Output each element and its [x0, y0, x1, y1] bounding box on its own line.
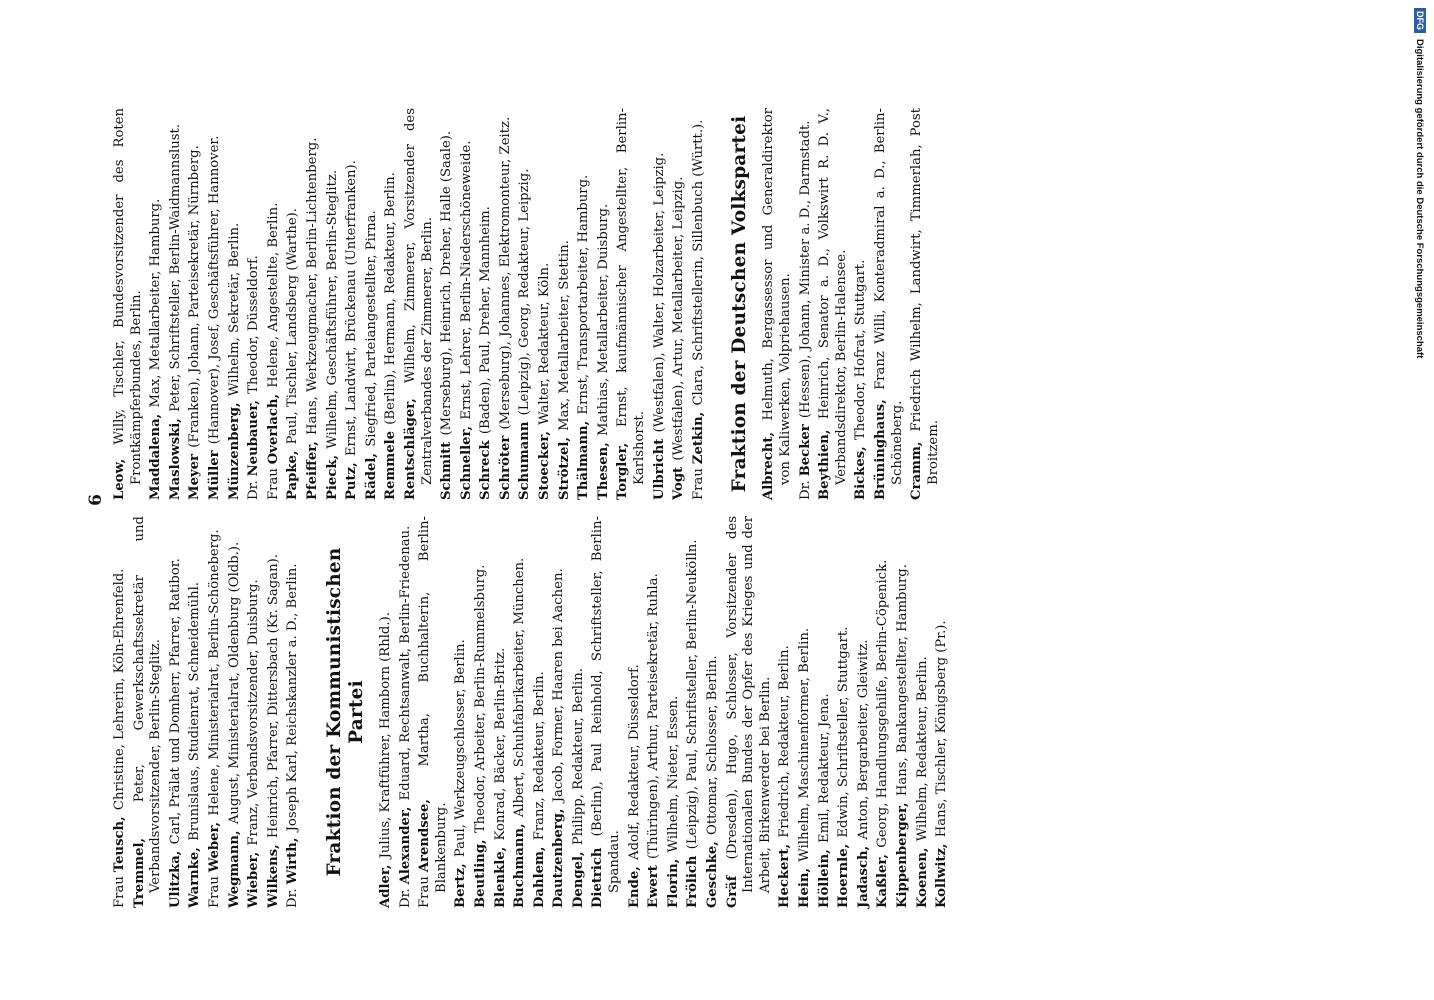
member-details: Siegfried, Parteiangestellter, Pirna. — [363, 210, 379, 447]
member-entry — [909, 108, 942, 500]
member-details: Peter, Gewerkschaftssekretär und Verbandsvorsitzender, Berlin-Steglitz. — [131, 516, 164, 893]
member-details: Ernst, kaufmännischer Angestellter, Berlin-Karlshorst. — [615, 108, 648, 485]
member-details: Friedrich, Redakteur, Berlin. — [777, 645, 793, 838]
member-name: Schmitt — [439, 441, 455, 500]
member-name: Hein, — [797, 867, 812, 908]
member-entry — [148, 108, 165, 500]
member-name: Teusch, — [112, 816, 127, 873]
member-name: Albrecht, — [761, 431, 777, 500]
member-entry — [364, 108, 381, 500]
page-number: 6 — [86, 494, 106, 506]
member-title: Frau — [112, 876, 127, 908]
member-details: (Berlin), Hermann, Redakteur, Berlin. — [383, 172, 399, 425]
left-entries-bottom — [378, 516, 951, 908]
member-name: Strötzel, — [556, 437, 572, 500]
member-name: Ewert — [646, 865, 662, 908]
member-details: Peter, Schriftsteller, Berlin-Waidmannslust. — [167, 124, 183, 412]
member-entry — [596, 108, 613, 500]
member-name: Bickes, — [853, 446, 869, 500]
member-details: (Franken), Johann, Parteisekretär, Nürnberg. — [187, 145, 203, 448]
member-name: Vogt — [671, 466, 687, 500]
member-name: Schumann — [517, 421, 533, 500]
member-details: Hans, Tischler, Königsberg (Pr.). — [934, 620, 950, 838]
member-name: Zetkin, — [690, 411, 706, 465]
member-details: Max, Metallarbeiter, Stettin. — [556, 240, 572, 431]
left-entries-top — [112, 516, 302, 908]
member-name: Meyer — [187, 454, 203, 500]
member-name: Wirth, — [285, 837, 301, 885]
member-details: Friedrich Wilhelm, Landwirt, Timmerlah, Post Broitzem. — [909, 108, 941, 485]
member-entry — [576, 108, 593, 500]
member-entry — [691, 108, 708, 500]
member-name: Kaßler, — [875, 853, 891, 908]
member-name: Overlach, — [265, 393, 281, 465]
member-name: Frölich — [685, 855, 701, 908]
member-entry — [378, 516, 395, 908]
member-name: Schröter — [497, 435, 513, 500]
member-details: Clara, Schriftstellerin, Sillenbuch (Württ.). — [690, 119, 706, 406]
member-details: Mathias, Metallarbeiter, Duisburg. — [595, 203, 611, 436]
member-entry — [207, 516, 224, 908]
member-entry — [207, 108, 224, 500]
member-entry — [187, 108, 204, 500]
member-entry — [652, 108, 669, 500]
member-details: Heinrich, Pfarrer, Dittersbach (Kr. Sagan). — [265, 554, 281, 839]
member-name: Schneller, — [458, 425, 474, 500]
member-name: Dautzenberg, — [551, 808, 567, 908]
member-entry — [685, 516, 702, 908]
member-details: (Westfalen), Artur, Metallarbeiter, Leipzig. — [671, 176, 687, 461]
member-details: Franz, Verbandsvorsitzender, Duisburg. — [246, 579, 262, 846]
member-details: Franz Willi, Konteradmiral a. D., Berlin-Schöneberg. — [872, 108, 905, 485]
member-name: Pieck, — [324, 454, 340, 500]
member-name: Florin, — [665, 858, 681, 908]
member-entry — [227, 108, 244, 500]
member-entry — [875, 516, 892, 908]
member-details: Helmuth, Bergassessor und Generaldirektor von Kaliwerken, Volpriehausen. — [761, 108, 793, 485]
member-title: Dr. — [285, 888, 301, 908]
member-name: Wilkens, — [265, 844, 281, 908]
member-name: Beutling, — [472, 839, 488, 908]
member-details: Wilhelm, Sekretär, Berlin. — [226, 222, 242, 397]
member-entry — [517, 108, 534, 500]
member-entry — [934, 516, 951, 908]
member-entry — [285, 108, 302, 500]
member-entry — [383, 108, 400, 500]
member-entry — [168, 516, 185, 908]
member-details: Philipp, Redakteur, Berlin. — [570, 668, 586, 846]
member-name: Torgler, — [615, 442, 631, 500]
member-entry — [168, 108, 185, 500]
member-entry — [836, 516, 853, 908]
member-name: Brüninghaus, — [872, 399, 888, 500]
member-name: Koenen, — [914, 847, 930, 908]
member-name: Becker — [797, 424, 813, 477]
member-name: Wieber, — [246, 851, 262, 908]
member-entry — [246, 108, 263, 500]
member-name: Kollwitz, — [934, 843, 950, 908]
member-name: Tremmel, — [131, 837, 147, 908]
member-name: Thesen, — [595, 442, 611, 500]
member-details: Wilhelm, Maschinenformer, Berlin. — [797, 627, 812, 862]
member-details: Theodor, Arbeiter, Berlin-Rummelsburg. — [472, 564, 488, 834]
member-details: Adolf, Redakteur, Düsseldorf. — [626, 664, 642, 860]
member-title: Frau — [265, 468, 281, 500]
member-details: Ernst, Transportarbeiter, Hamburg. — [576, 174, 592, 415]
member-entry — [439, 108, 456, 500]
member-details: Theodor, Düsseldorf. — [246, 255, 262, 394]
member-entry — [453, 516, 470, 908]
member-name: Gräf — [724, 875, 740, 908]
member-name: Cramm, — [909, 441, 925, 500]
heading-deutsche-volkspartei: Fraktion der Deutschen Volkspartei — [729, 115, 751, 493]
member-entry — [646, 516, 663, 908]
member-entry — [285, 516, 302, 908]
member-details: Christine, Lehrerin, Köln-Ehrenfeld. — [112, 568, 127, 811]
heading-kommunistische-partei: Fraktion der Kommunistischen Partei — [323, 547, 367, 877]
member-name: Kippenberger, — [894, 802, 910, 908]
member-entry — [798, 108, 815, 500]
member-title: Dr. — [397, 888, 413, 908]
member-entry — [725, 516, 775, 908]
member-entry — [266, 516, 283, 908]
member-entry — [895, 516, 912, 908]
member-details: Wilhelm, Geschäftsführer, Berlin-Steglitz. — [324, 169, 340, 449]
right-entries-bottom — [761, 108, 942, 500]
member-entry — [856, 516, 873, 908]
right-entries-top — [112, 108, 707, 500]
member-name: Müller — [206, 450, 222, 500]
member-details: (Dresden), Hugo, Schlosser, Vorsitzender des Internationalen Bundes der Opfer des Krieges und der Arbeit, Birkenwerder bei Berlin. — [724, 516, 773, 893]
member-name: Dengel, — [570, 851, 586, 908]
member-name: Papke, — [285, 450, 301, 500]
member-name: Warnke, — [187, 847, 203, 908]
member-details: Joseph Karl, Reichskanzler a. D., Berlin. — [285, 563, 301, 832]
member-details: (Leipzig), Paul, Schriftsteller, Berlin-Neukölln. — [685, 539, 701, 850]
member-name: Schreck — [478, 440, 494, 500]
member-entry — [627, 516, 644, 908]
member-details: Eduard, Rechtsanwalt, Berlin-Friedenau. — [397, 525, 413, 801]
member-name: Maslowski, — [167, 418, 183, 500]
member-entry — [915, 516, 932, 908]
member-name: Remmele — [383, 430, 399, 500]
member-name: Rädel, — [363, 452, 379, 500]
member-entry — [705, 516, 722, 908]
member-details: Franz, Redakteur, Berlin. — [531, 671, 547, 841]
member-entry — [473, 516, 490, 908]
member-details: Carl, Prälat und Domherr, Pfarrer, Ratibor. — [167, 558, 183, 845]
member-name: Weber, — [206, 821, 222, 873]
member-name: Beythien, — [817, 429, 833, 500]
member-name: Pfeiffer, — [304, 441, 320, 500]
member-name: Putz, — [344, 462, 360, 500]
member-details: Paul, Tischler, Landsberg (Warthe). — [285, 208, 301, 445]
member-details: (Merseburg), Johannes, Elektromonteur, Zeitz. — [497, 116, 513, 430]
member-details: Ernst, Lehrer, Berlin-Niederschöneweide. — [458, 140, 474, 420]
member-name: Thälmann, — [576, 420, 592, 500]
member-entry — [305, 108, 322, 500]
member-entry — [498, 108, 515, 500]
member-details: (Berlin), Paul Reinhold, Schriftsteller, Berlin-Spandau. — [590, 516, 623, 893]
member-details: Konrad, Bäcker, Berlin-Britz. — [492, 647, 508, 841]
member-title: Dr. — [246, 480, 262, 500]
member-details: Willy, Tischler, Bundesvorsitzender des Roten Frontkämpferbundes, Berlin. — [112, 108, 144, 485]
member-entry — [112, 516, 129, 908]
member-name: Adler, — [377, 864, 393, 908]
member-name: Hoernle, — [836, 843, 852, 908]
member-entry — [403, 108, 436, 500]
member-entry — [246, 516, 263, 908]
member-entry — [459, 108, 476, 500]
member-details: Wilhelm, Zimmerer, Vorsitzender des Zentralverbandes der Zimmerer, Berlin. — [402, 107, 435, 485]
member-entry — [132, 516, 165, 908]
member-title: Frau — [206, 876, 222, 908]
member-name: Ende, — [626, 866, 642, 908]
member-title: Frau — [690, 468, 706, 500]
member-details: Hans, Bankangestellter, Hamburg. — [894, 564, 910, 797]
member-entry — [227, 516, 244, 908]
member-details: (Baden), Paul, Dreher, Mannheim. — [478, 206, 494, 435]
member-details: Helene, Angestellte, Berlin. — [265, 202, 281, 388]
member-entry — [512, 516, 529, 908]
member-entry — [266, 108, 283, 500]
member-name: Wegmann, — [226, 830, 242, 908]
member-entry — [853, 108, 870, 500]
member-entry — [671, 108, 688, 500]
member-entry — [873, 108, 906, 500]
member-entry — [398, 516, 415, 908]
member-details: (Merseburg), Heinrich, Dreher, Halle (Saale). — [439, 130, 455, 436]
right-column — [112, 108, 1312, 500]
member-details: Paul, Werkzeugschlosser, Berlin. — [453, 639, 469, 858]
member-name: Ulbricht — [651, 438, 667, 500]
member-entry — [777, 516, 794, 908]
member-entry — [797, 516, 814, 908]
member-entry — [615, 108, 648, 500]
member-title: Frau — [417, 876, 433, 908]
member-name: Rentschläger, — [402, 398, 418, 500]
member-details: Ottomar, Schlosser, Berlin. — [705, 655, 721, 835]
member-name: Dietrich — [590, 847, 606, 908]
member-name: Dahlem, — [531, 846, 547, 908]
member-name: Arendsee, — [417, 799, 433, 873]
funding-note: Digitalisierung gefördert durch die Deutsche Forschungsgemeinschaft — [1414, 39, 1425, 359]
member-details: Max, Metallarbeiter, Hamburg. — [148, 198, 164, 408]
member-name: Buchmann, — [512, 823, 528, 908]
member-name: Jadasch, — [855, 845, 871, 908]
member-entry — [344, 108, 361, 500]
member-entry — [187, 516, 204, 908]
member-name: Maddalena, — [148, 413, 164, 500]
member-entry — [478, 108, 495, 500]
member-entry — [666, 516, 683, 908]
member-details: (Hannover), Josef, Geschäftsführer, Hannover. — [206, 135, 222, 445]
member-details: Georg, Handlungsgehilfe, Berlin-Cöpenick. — [875, 559, 891, 848]
member-name: Heckert, — [777, 843, 793, 908]
member-details: (Westfalen), Walter, Holzarbeiter, Leipzig. — [651, 152, 667, 433]
member-details: Theodor, Hofrat, Stuttgart. — [853, 259, 869, 441]
member-title: Dr. — [797, 480, 813, 500]
member-name: Neubauer, — [246, 400, 262, 477]
member-details: (Thüringen), Arthur, Parteisekretär, Ruhla. — [646, 573, 662, 859]
member-name: Ulitzka, — [167, 850, 183, 908]
member-details: (Hessen), Johann, Minister a. D., Darmstadt. — [797, 120, 813, 419]
member-entry — [817, 108, 850, 500]
left-column — [112, 516, 1312, 908]
member-entry — [417, 516, 450, 908]
member-details: Emil, Redakteur, Jena. — [816, 693, 832, 843]
member-entry — [761, 108, 794, 500]
member-entry — [817, 516, 834, 908]
member-details: (Leipzig), Georg, Redakteur, Leipzig. — [517, 168, 533, 416]
member-details: Martha, Buchhalterin, Berlin-Blankenburg. — [417, 516, 449, 893]
member-entry — [537, 108, 554, 500]
member-details: Helene, Ministerialrat, Berlin-Schöneberg. — [206, 529, 222, 816]
member-name: Geschke, — [705, 841, 721, 908]
member-name: Stoecker, — [537, 431, 553, 500]
member-details: Ernst, Landwirt, Brückenau (Unterfranken). — [344, 160, 360, 457]
member-entry — [571, 516, 588, 908]
member-details: Wilhelm, Redakteur, Berlin. — [914, 656, 930, 842]
member-details: Julius, Kraftführer, Hamborn (Rhld.). — [377, 612, 393, 859]
member-details: August, Ministerialrat, Oldenburg (Oldb.). — [226, 541, 242, 825]
member-details: Wilhelm, Nieter, Essen. — [665, 695, 681, 853]
member-name: Alexander, — [397, 806, 413, 885]
member-details: Walter, Redakteur, Köln. — [537, 262, 553, 425]
member-name: Blenkle, — [492, 846, 508, 908]
member-details: Albert, Schuhfabrikarbeiter, München. — [512, 557, 528, 818]
member-name: Bertz, — [453, 863, 469, 908]
member-details: Jacob, Former, Haaren bei Aachen. — [551, 568, 567, 803]
member-details: Heinrich, Senator a. D., Volkswirt R. D. V., Verbandsdirektor, Berlin-Halensee. — [817, 108, 849, 485]
funding-sidebar-text-wrap — [1414, 8, 1426, 358]
member-entry — [551, 516, 568, 908]
member-entry — [557, 108, 574, 500]
member-name: Münzenberg, — [226, 402, 242, 500]
member-details: Brunislaus, Studienrat, Schneidemühl. — [187, 582, 203, 841]
member-entry — [493, 516, 510, 908]
member-entry — [112, 108, 145, 500]
member-name: Leow, — [112, 458, 127, 500]
member-entry — [532, 516, 549, 908]
dfg-logo: DFG — [1414, 8, 1426, 33]
member-entry — [590, 516, 623, 908]
member-details: Anton, Bergarbeiter, Gleiwitz. — [855, 639, 871, 840]
member-details: Hans, Werkzeugmacher, Berlin-Lichtenberg. — [304, 137, 320, 435]
member-details: Edwin, Schriftsteller, Stuttgart. — [836, 626, 852, 838]
member-entry — [325, 108, 342, 500]
member-name: Höllein, — [816, 849, 832, 908]
